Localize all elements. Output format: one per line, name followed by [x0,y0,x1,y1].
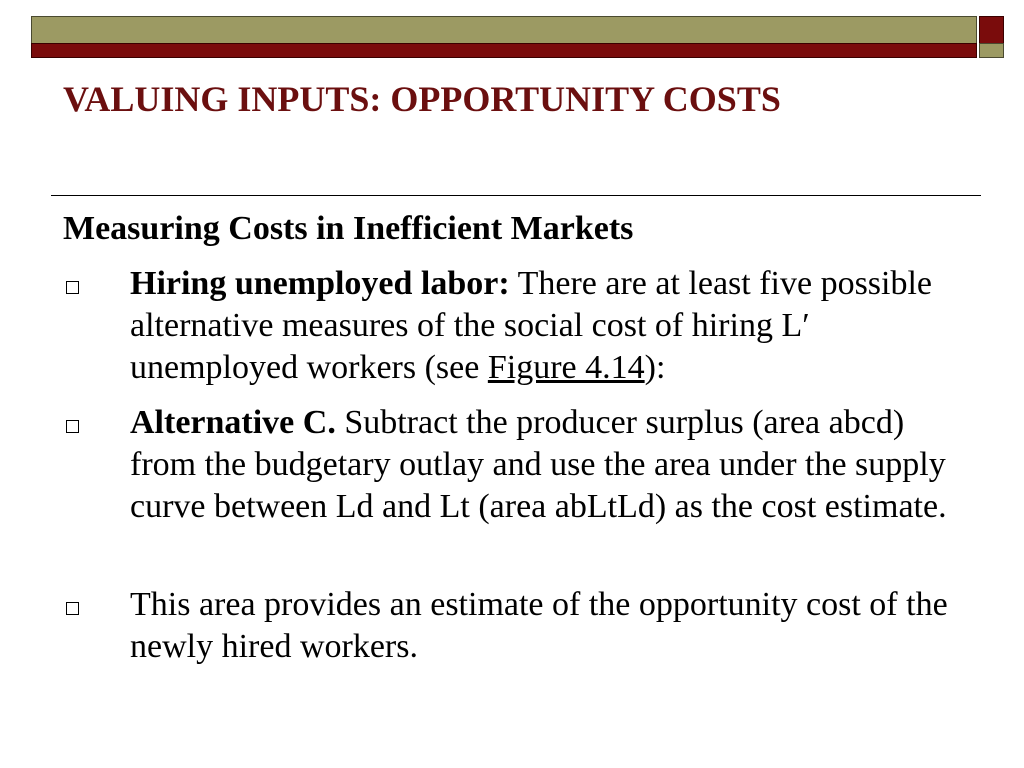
header-corner-olive [979,43,1004,58]
bullet-body-1a: There are at least five possible alternative measures of the social cost of hiring L′ unemployed workers (see [130,265,933,386]
bullet-lead-2: Alternative C. [130,404,336,441]
bullet-body-1b: ): [644,349,666,386]
figure-link[interactable]: Figure 4.14 [487,349,645,386]
header-band-olive [31,16,977,44]
square-bullet-icon [66,420,79,433]
title-divider [51,195,981,196]
bullet-text-1 [130,263,960,389]
bullet-body-2: Subtract the producer surplus (area abcd) from the budgetary outlay and use the area under the supply curve between Ld and Lt (area abLtLd) as the cost estimate. [130,404,947,525]
square-bullet-icon [66,281,79,294]
square-bullet-icon [66,602,79,615]
slide-subheading: Measuring Costs in Inefficient Markets [63,210,634,247]
bullet-text-2 [130,402,960,528]
slide-title: VALUING INPUTS: OPPORTUNITY COSTS [63,79,781,119]
header-band-red [31,43,977,58]
bullet-lead-1: Hiring unemployed labor: [130,265,510,302]
bullet-text-3: This area provides an estimate of the opportunity cost of the newly hired workers. [130,586,948,665]
header-corner-red [979,16,1004,44]
